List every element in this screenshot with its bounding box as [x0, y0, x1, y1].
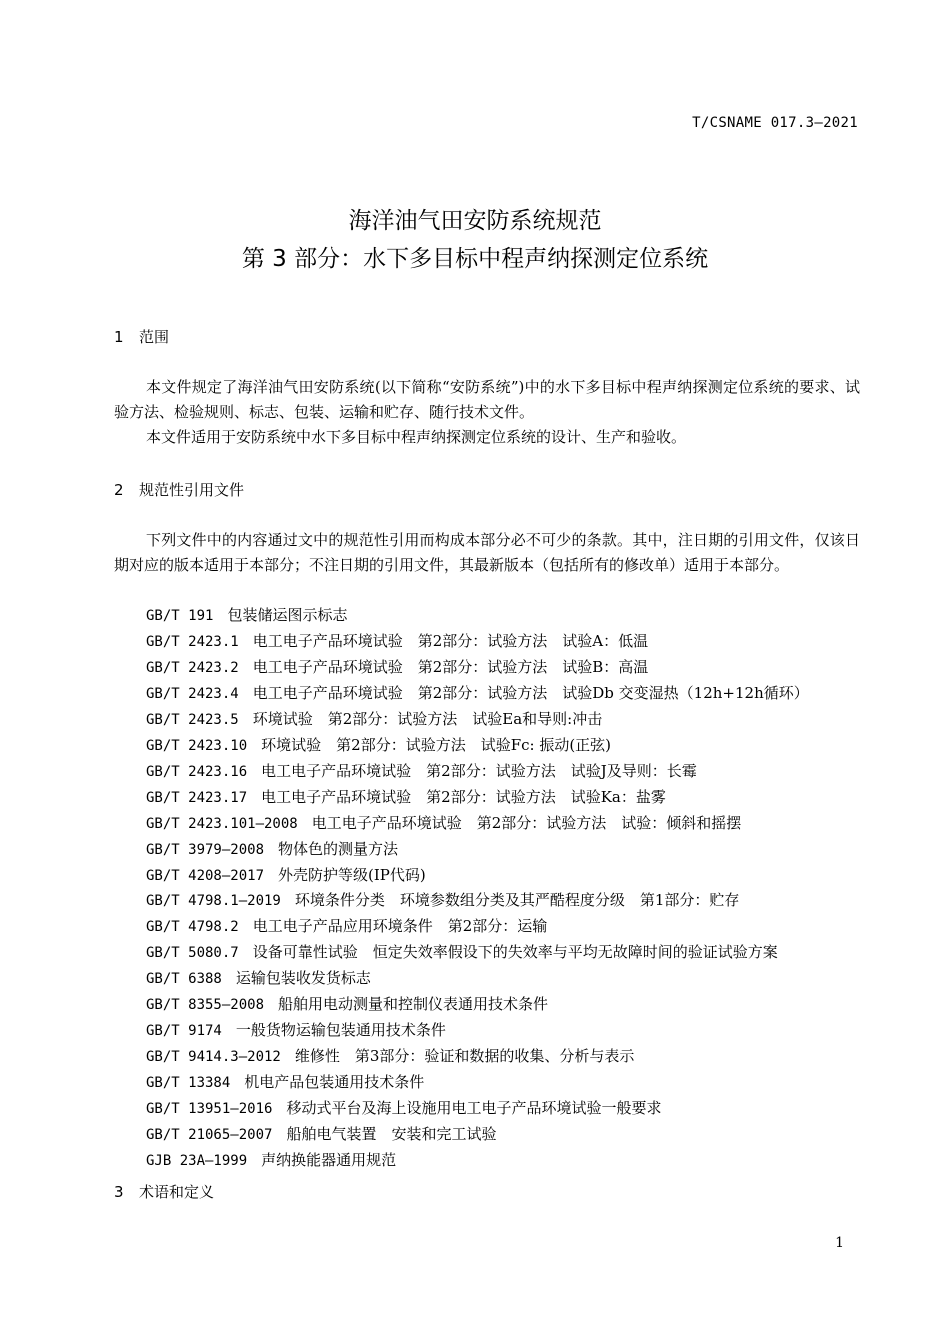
- reference-item: [146, 1070, 809, 1096]
- reference-title: 电工电子产品环境试验 第2部分：试验方法 试验Db 交变湿热（12h+12h循环）: [252, 683, 809, 702]
- reference-item: [146, 1096, 809, 1122]
- reference-title: 环境试验 第2部分：试验方法 试验Fc: 振动(正弦): [261, 735, 612, 754]
- reference-item: [146, 837, 809, 863]
- reference-code: GB/T 9174: [146, 1023, 222, 1040]
- section-title: 术语和定义: [139, 1183, 215, 1201]
- reference-code: GB/T 2423.17: [146, 789, 248, 806]
- reference-code: GB/T 191: [146, 608, 214, 624]
- reference-item: [146, 888, 809, 914]
- section-title: 规范性引用文件: [139, 481, 245, 499]
- reference-code: GB/T 9414.3—2012: [146, 1049, 281, 1066]
- reference-title: 物体色的测量方法: [278, 839, 399, 858]
- normative-references-list: [146, 603, 809, 1174]
- reference-item: [146, 940, 809, 966]
- reference-code: GB/T 3979—2008: [146, 841, 265, 858]
- reference-item: [146, 914, 809, 940]
- reference-title: 包装储运图示标志: [227, 606, 348, 624]
- page-number: 1: [835, 1235, 844, 1251]
- reference-title: 电工电子产品环境试验 第2部分：试验方法 试验A：低温: [252, 631, 649, 650]
- reference-code: GJB 23A—1999: [146, 1153, 248, 1170]
- reference-code: GB/T 2423.1: [146, 633, 239, 650]
- reference-title: 机电产品包装通用技术条件: [244, 1073, 425, 1092]
- reference-item: [146, 811, 809, 837]
- reference-item: [146, 966, 809, 992]
- reference-title: 电工电子产品环境试验 第2部分：试验方法 试验B：高温: [252, 657, 649, 676]
- reference-item: [146, 863, 809, 889]
- reference-title: 环境条件分类 环境参数组分类及其严酷程度分级 第1部分：贮存: [294, 891, 740, 910]
- reference-title: 声纳换能器通用规范: [261, 1151, 397, 1170]
- reference-code: GB/T 6388: [146, 971, 222, 988]
- reference-item: [146, 1018, 809, 1044]
- standard-code: T/CSNAME 017.3—2021: [692, 115, 858, 131]
- title-line-1: 海洋油气田安防系统规范: [348, 208, 602, 234]
- section-2-paragraph-1: 下列文件中的内容通过文中的规范性引用而构成本部分必不可少的条款。其中，注日期的引用文件，仅该日期对应的版本适用于本部分；不注日期的引用文件，其最新版本（包括所有的修改单）适用于本部分。: [114, 531, 860, 574]
- reference-code: GB/T 4208—2017: [146, 867, 265, 884]
- reference-code: GB/T 21065—2007: [146, 1127, 273, 1144]
- reference-title: 电工电子产品环境试验 第2部分：试验方法 试验：倾斜和摇摆: [311, 813, 742, 832]
- reference-code: GB/T 2423.16: [146, 763, 248, 780]
- section-number: 3: [114, 1183, 124, 1201]
- document-title: [0, 202, 950, 278]
- section-3-heading: [114, 1182, 214, 1202]
- title-line-2: 第 3 部分：水下多目标中程声纳探测定位系统: [241, 246, 709, 272]
- reference-code: GB/T 2423.4: [146, 685, 239, 702]
- reference-item: [146, 992, 809, 1018]
- reference-code: GB/T 5080.7: [146, 945, 239, 962]
- reference-code: GB/T 2423.101—2008: [146, 815, 298, 832]
- section-1-heading: [114, 327, 169, 347]
- reference-code: GB/T 13951—2016: [146, 1101, 273, 1118]
- reference-code: GB/T 8355—2008: [146, 997, 265, 1014]
- reference-title: 电工电子产品应用环境条件 第2部分：运输: [252, 917, 548, 936]
- reference-code: GB/T 13384: [146, 1075, 231, 1092]
- section-1-paragraph-1: 本文件规定了海洋油气田安防系统(以下简称“安防系统”)中的水下多目标中程声纳探测定位系统的要求、试验方法、检验规则、标志、包装、运输和贮存、随行技术文件。: [114, 378, 860, 421]
- reference-item: [146, 1148, 809, 1174]
- reference-title: 设备可靠性试验 恒定失效率假设下的失效率与平均无故障时间的验证试验方案: [252, 943, 778, 962]
- section-2-heading: [114, 480, 244, 500]
- reference-title: 移动式平台及海上设施用电工电子产品环境试验一般要求: [286, 1099, 662, 1118]
- reference-title: 电工电子产品环境试验 第2部分：试验方法 试验Ka：盐雾: [261, 787, 666, 806]
- reference-item: [146, 733, 809, 759]
- reference-code: GB/T 4798.1—2019: [146, 893, 281, 910]
- section-number: 1: [114, 328, 124, 346]
- reference-title: 维修性 第3部分：验证和数据的收集、分析与表示: [294, 1047, 635, 1066]
- reference-item: [146, 681, 809, 707]
- reference-title: 运输包装收发货标志: [235, 969, 371, 988]
- reference-code: GB/T 2423.2: [146, 659, 239, 676]
- reference-item: [146, 629, 809, 655]
- reference-item: [146, 655, 809, 681]
- reference-item: [146, 603, 809, 629]
- section-title: 范围: [139, 328, 170, 346]
- reference-item: [146, 785, 809, 811]
- reference-code: GB/T 4798.2: [146, 919, 239, 936]
- reference-title: 船舶用电动测量和控制仪表通用技术条件: [278, 995, 549, 1014]
- reference-item: [146, 759, 809, 785]
- reference-title: 外壳防护等级(IP代码): [278, 865, 426, 884]
- reference-title: 一般货物运输包装通用技术条件: [235, 1021, 446, 1040]
- section-number: 2: [114, 481, 124, 499]
- reference-title: 环境试验 第2部分：试验方法 试验Ea和导则:冲击: [252, 709, 603, 728]
- reference-title: 电工电子产品环境试验 第2部分：试验方法 试验J及导则：长霉: [261, 761, 697, 780]
- section-1-paragraph-2: 本文件适用于安防系统中水下多目标中程声纳探测定位系统的设计、生产和验收。: [146, 428, 687, 446]
- reference-item: [146, 1044, 809, 1070]
- reference-item: [146, 707, 809, 733]
- reference-item: [146, 1122, 809, 1148]
- reference-code: GB/T 2423.10: [146, 737, 248, 754]
- reference-code: GB/T 2423.5: [146, 711, 239, 728]
- reference-title: 船舶电气装置 安装和完工试验: [286, 1125, 497, 1144]
